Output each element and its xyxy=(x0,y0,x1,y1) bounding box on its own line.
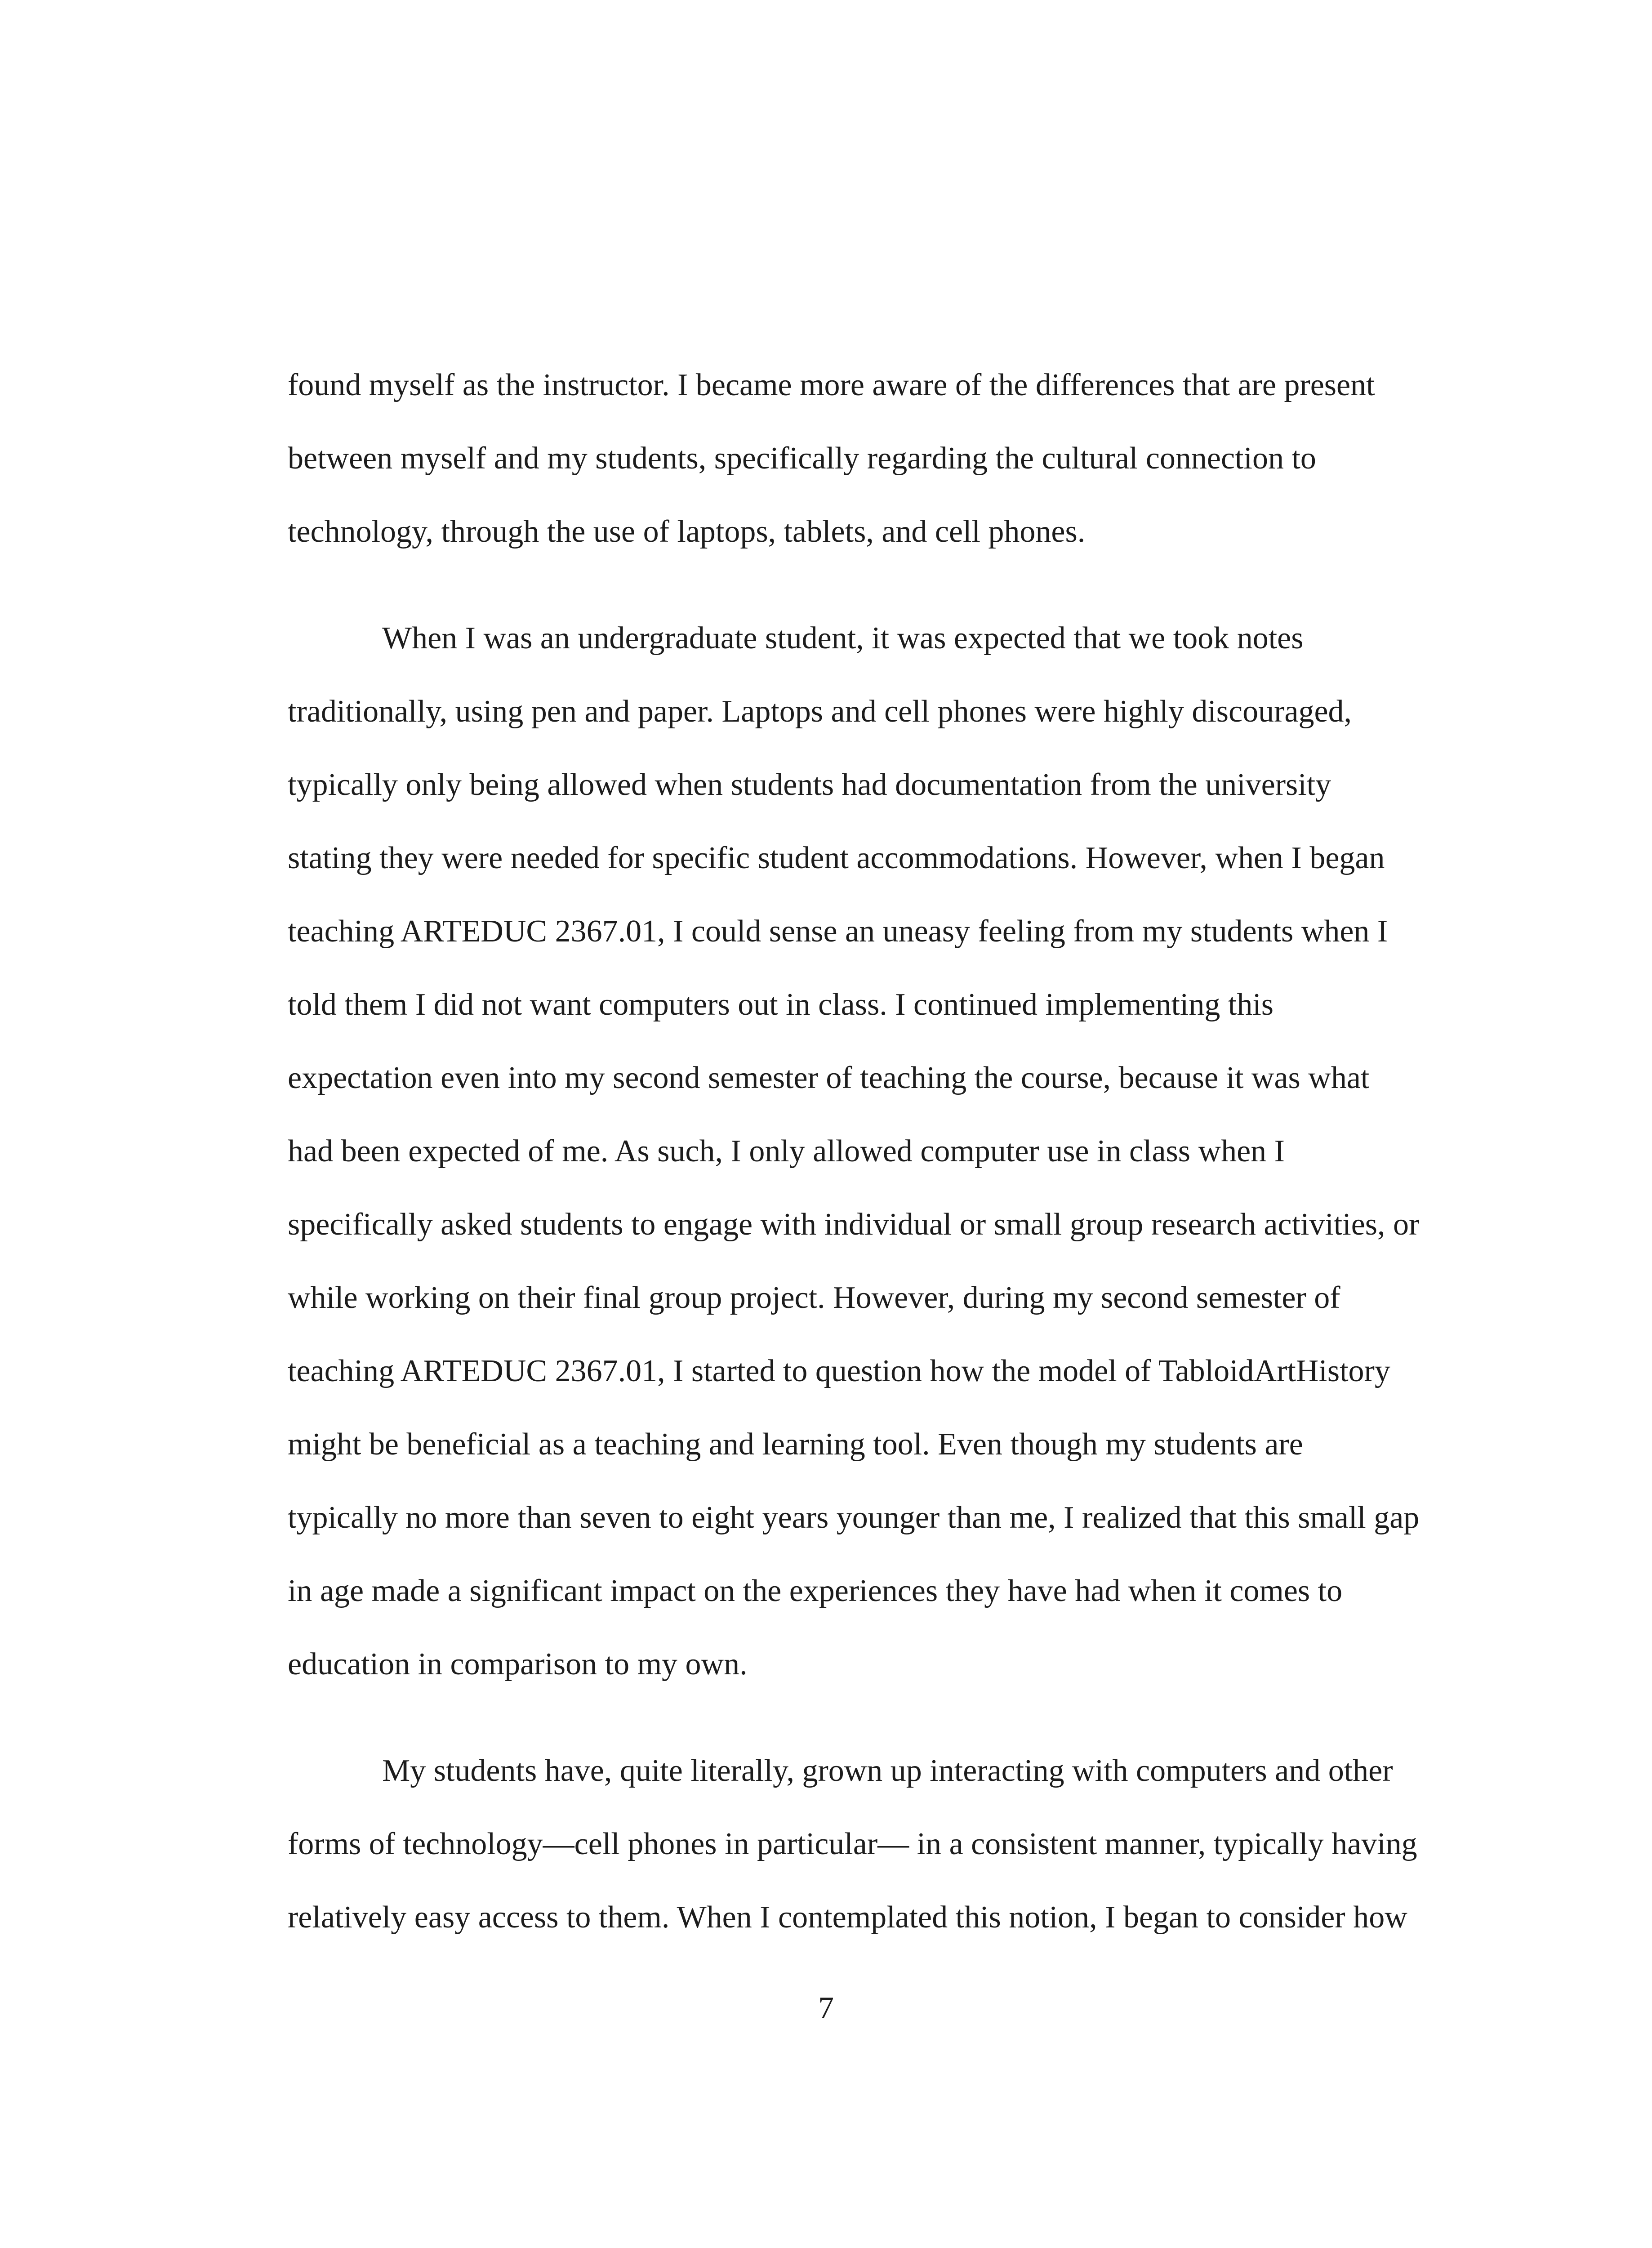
body-text-line: had been expected of me. As such, I only allowed computer use in class when I xyxy=(288,1134,1285,1169)
body-text-line: teaching ARTEDUC 2367.01, I could sense an uneasy feeling from my students when I xyxy=(288,914,1388,949)
body-text-line: might be beneficial as a teaching and learning tool. Even though my students are xyxy=(288,1427,1303,1462)
body-text-line: specifically asked students to engage with individual or small group research activities, or xyxy=(288,1207,1420,1242)
body-text-line: told them I did not want computers out in class. I continued implementing this xyxy=(288,987,1274,1022)
body-text-line: typically only being allowed when students had documentation from the university xyxy=(288,767,1331,802)
body-text-line: between myself and my students, specifically regarding the cultural connection to xyxy=(288,441,1316,476)
body-text-line: traditionally, using pen and paper. Laptops and cell phones were highly discouraged, xyxy=(288,694,1352,729)
body-text-line: expectation even into my second semester of teaching the course, because it was what xyxy=(288,1061,1370,1095)
body-text-line: relatively easy access to them. When I contemplated this notion, I began to consider how xyxy=(288,1900,1407,1935)
body-text-line: found myself as the instructor. I became more aware of the differences that are present xyxy=(288,368,1375,402)
body-text-line: forms of technology—cell phones in particular— in a consistent manner, typically having xyxy=(288,1827,1417,1861)
body-text-line: while working on their final group project. However, during my second semester of xyxy=(288,1280,1340,1315)
body-text-line: stating they were needed for specific student accommodations. However, when I began xyxy=(288,841,1385,875)
body-text-line: typically no more than seven to eight years younger than me, I realized that this small gap xyxy=(288,1500,1420,1535)
body-text-line: in age made a significant impact on the experiences they have had when it comes to xyxy=(288,1574,1343,1608)
page-number: 7 xyxy=(818,1991,834,2025)
body-text-line: teaching ARTEDUC 2367.01, I started to question how the model of TabloidArtHistory xyxy=(288,1354,1390,1388)
paragraph-first-line: When I was an undergraduate student, it was expected that we took notes xyxy=(382,621,1304,656)
paragraph-first-line: My students have, quite literally, grown up interacting with computers and other xyxy=(382,1753,1393,1788)
body-text-line: education in comparison to my own. xyxy=(288,1647,748,1682)
body-text-line: technology, through the use of laptops, tablets, and cell phones. xyxy=(288,514,1086,549)
